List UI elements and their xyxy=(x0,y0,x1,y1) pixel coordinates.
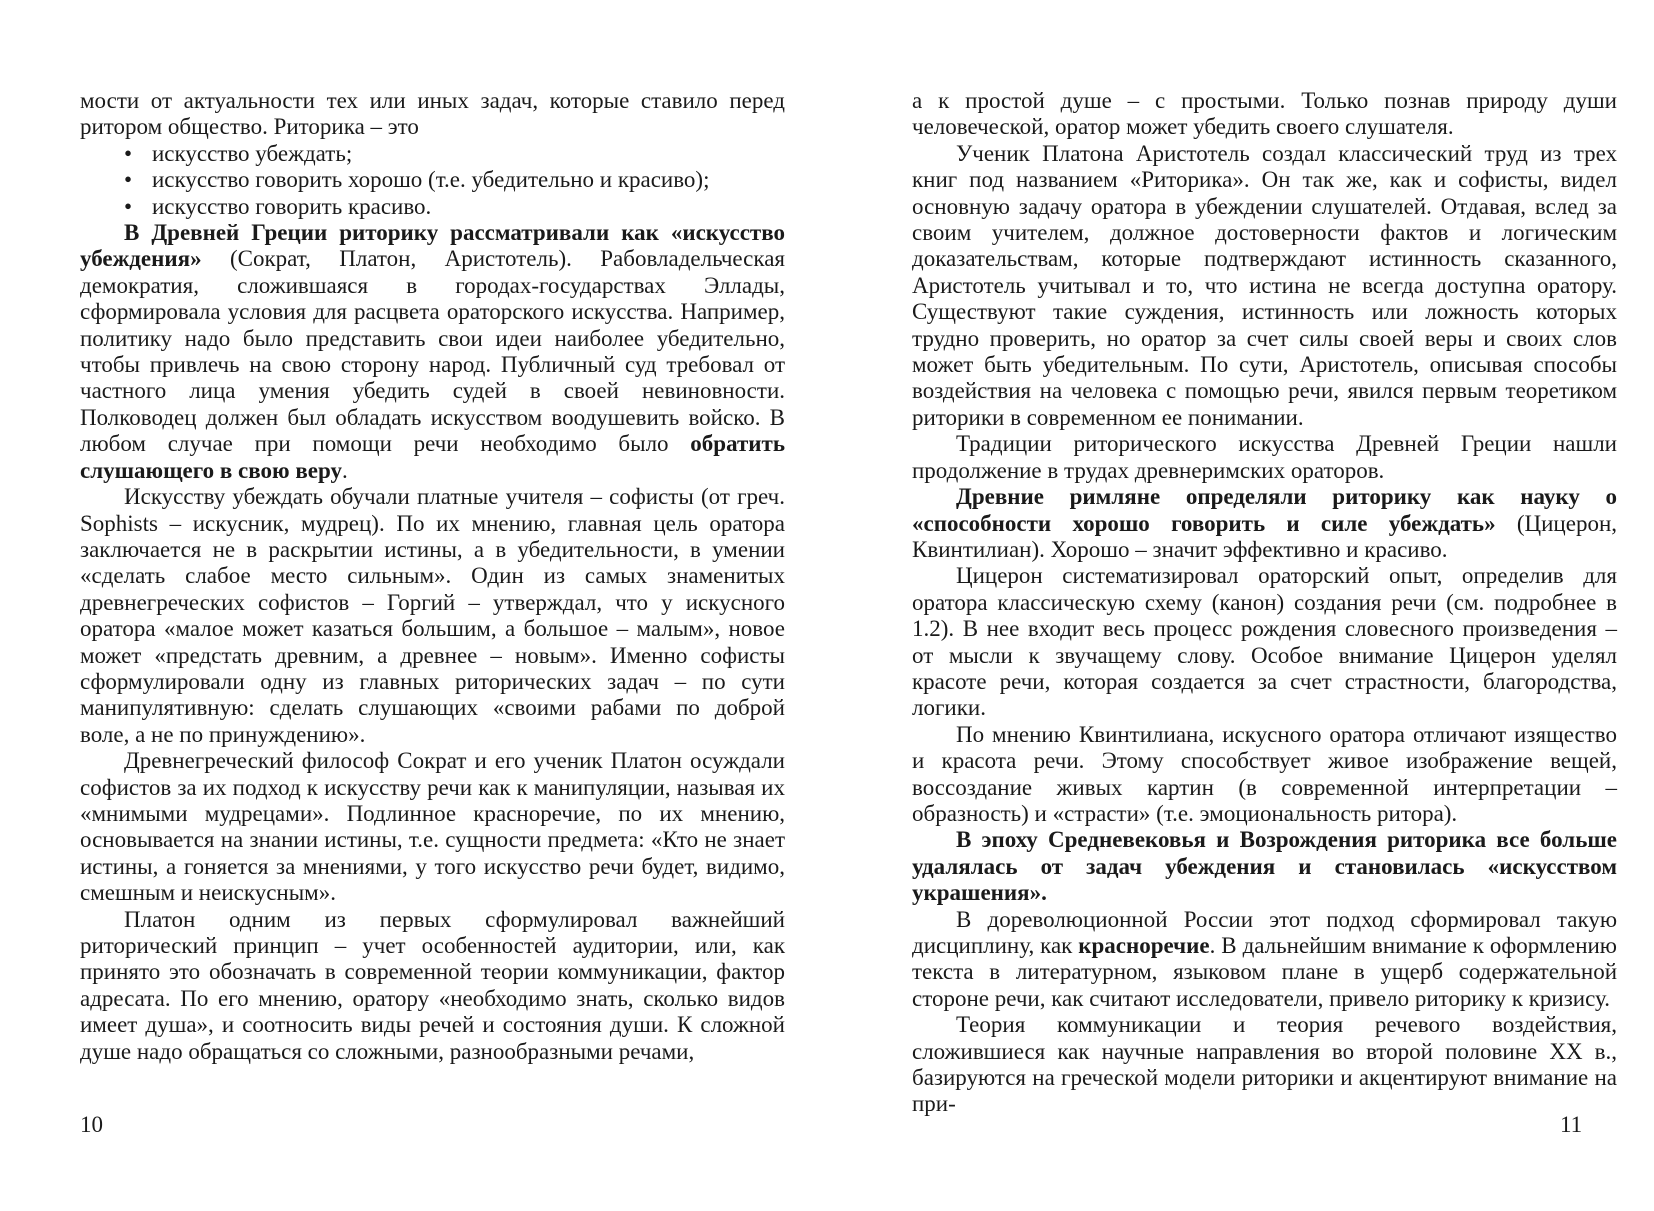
paragraph-ancient-greece: В Древней Греции риторику рассматривали как «искусство убеждения» (Сократ, Платон, Аристотель). Рабовладельческая демократия, сложившаяся в городах-государствах Эллады, сформировала условия для расцвета ораторского искусства. Например, политику надо было представить свои идеи наиболее убедительно, чтобы привлечь на свою сторону народ. Публичный суд требовал от частного лица умения убедить судей в своей невиновности. Полководец должен был обладать искусством воодушевить войско. В любом случае при помощи речи необходимо было обратить слушающего в свою веру. xyxy=(80,220,785,483)
page-number-right: 11 xyxy=(1560,1112,1583,1137)
list-item: • искусство убеждать; xyxy=(80,141,785,167)
paragraph-quintilian: По мнению Квинтилиана, искусного оратора отличают изящество и красота речи. Этому способствует живое изображение вещей, воссоздание живых картин (в современной интерпретации – образность) и «страсти» (т.е. эмоциональность ритора). xyxy=(912,721,1617,826)
paragraph-communication-theory: Теория коммуникации и теория речевого воздействия, сложившиеся как научные направления во второй половине XX в., базируются на греческой модели риторики и акцентируют внимание на при- xyxy=(912,1012,1617,1117)
page-number-left: 10 xyxy=(80,1112,103,1137)
list-item: • искусство говорить хорошо (т.е. убедительно и красиво); xyxy=(80,167,785,193)
bold-phrase: Древние римляне определяли риторику как науку о «способности хорошо говорить и силе убеждать» xyxy=(912,484,1617,536)
paragraph-aristotle: Ученик Платона Аристотель создал классический труд из трех книг под названием «Риторика». Он так же, как и софисты, видел основную задачу оратора в убеждении слушателей. Отдавая, вслед за своим учителем, должное достоверности фактов и логическим доказательствам, которые подтверждают истинность сказанного, Аристотель учитывал и то, что истина не всегда доступна оратору. Существуют такие суждения, истинность или ложность которых трудно проверить, но оратор за счет силы своей веры и своих слов может быть убедительным. По сути, Аристотель, описывая способы воздействия на человека с помощью речи, явился первым теоретиком риторики в современном ее понимании. xyxy=(912,140,1617,430)
paragraph-plato: Платон одним из первых сформулировал важнейший риторический принцип – учет особенностей аудитории, или, как принято это обозначать в современной теории коммуникации, фактор адресата. По его мнению, оратору «необходимо знать, сколько видов имеет душа», и соотносить виды речей и состояния души. К сложной душе надо обращаться со сложными, разнообразными речами, xyxy=(80,906,785,1064)
bold-phrase: обратить слушающего в свою веру xyxy=(80,431,785,483)
bold-phrase: красноречие xyxy=(1078,933,1210,958)
bold-phrase: В эпоху Средневековья и Возрождения риторика все больше удалялась от задач убеждения и становилась «искусством украшения». xyxy=(912,827,1617,906)
paragraph-middle-ages xyxy=(912,827,1617,906)
left-page xyxy=(80,88,785,1065)
paragraph-traditions: Традиции риторического искусства Древней Греции нашли продолжение в трудах древнеримских ораторов. xyxy=(912,431,1617,483)
right-page xyxy=(912,88,1617,1118)
paragraph-intro: мости от актуальности тех или иных задач, которые ставило перед ритором общество. Риторика – это xyxy=(80,88,785,140)
paragraph-russia: В дореволюционной России этот подход сформировал такую дисциплину, как красноречие. В дальнейшим внимание к оформлению текста в литературном, языковом плане в ущерб содержательной стороне речи, как считают исследователи, привело риторику к кризису. xyxy=(912,906,1617,1011)
paragraph-cicero: Цицерон систематизировал ораторский опыт, определив для оратора классическую схему (канон) создания речи (см. подробнее в 1.2). В нее входит весь процесс рождения словесного произведения – от мысли к звучащему слову. Особое внимание Цицерон уделял красоте речи, которая создается за счет страстности, благородства, логики. xyxy=(912,563,1617,721)
paragraph-ancient-rome: Древние римляне определяли риторику как науку о «способности хорошо говорить и силе убеждать» (Цицерон, Квинтилиан). Хорошо – значит эффективно и красиво. xyxy=(912,484,1618,562)
paragraph-continuation: а к простой душе – с простыми. Только познав природу души человеческой, оратор может убедить своего слушателя. xyxy=(912,88,1617,140)
bullet-list xyxy=(80,141,785,220)
paragraph-socrates: Древнегреческий философ Сократ и его ученик Платон осуждали софистов за их подход к искусству речи как к манипуляции, называя их «мнимыми мудрецами». Подлинное красноречие, по их мнению, основывается на знании истины, т.е. сущности предмета: «Кто не знает истины, а гоняется за мнениями, у того искусство речи будет, видимо, смешным и неискусным». xyxy=(80,748,785,906)
bold-phrase: В Древней Греции риторику рассматривали как «искусство убеждения» xyxy=(80,220,785,272)
paragraph-sophists: Искусству убеждать обучали платные учителя – софисты (от греч. Sophists – искусник, мудрец). По их мнению, главная цель оратора заключается не в раскрытии истины, а в убедительности, в умении «сделать слабое место сильным». Один из самых знаменитых древнегреческих софистов – Горгий – утверждал, что у искусного оратора «малое может казаться большим, а большое – малым», новое может «предстать древним, а древнее – новым». Именно софисты сформулировали одну из главных риторических задач – по сути манипулятивную: сделать слушающих «своими рабами по доброй воле, а не по принуждению». xyxy=(80,484,785,747)
list-item: • искусство говорить красиво. xyxy=(80,194,785,220)
